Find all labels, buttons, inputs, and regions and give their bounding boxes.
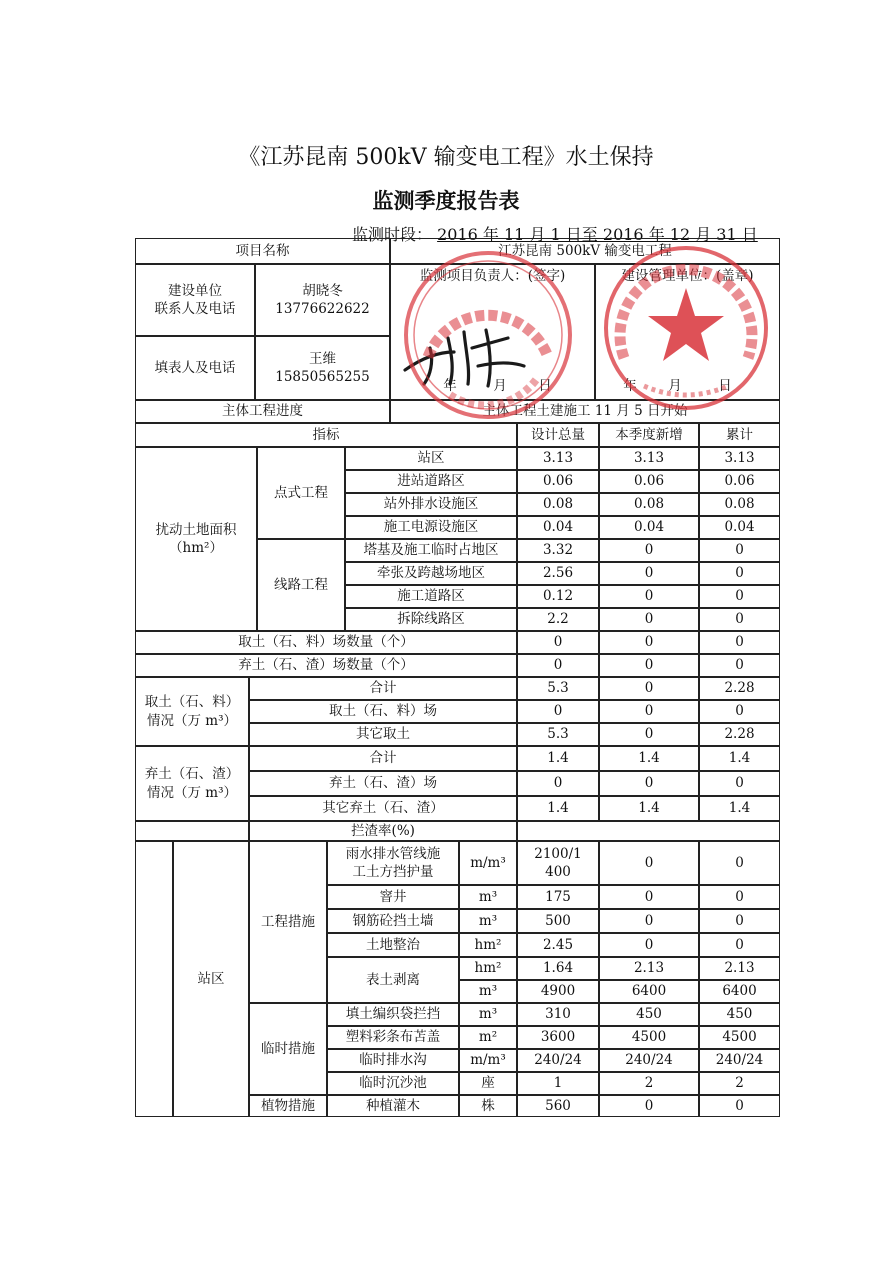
measure-row-unit: m/m³: [459, 1049, 517, 1072]
measure-row-name: 塑料彩条布苫盖: [327, 1026, 459, 1049]
measures-blank: [135, 841, 173, 1117]
count-row-name: 弃土（石、渣）场数量（个）: [135, 654, 517, 677]
measure-row-quarter: 450: [599, 1003, 699, 1026]
borrow-row-total: 2.28: [699, 723, 780, 746]
measure-row-quarter: 0: [599, 885, 699, 909]
disturb-row-quarter: 0: [599, 585, 699, 608]
measure-row-total: 2.13: [699, 957, 780, 980]
spoil-row-quarter: 0: [599, 771, 699, 796]
count-row-quarter: 0: [599, 631, 699, 654]
company-seal-left: [398, 245, 578, 425]
disturb-row-total: 0.04: [699, 516, 780, 539]
measure-row-quarter: 0: [599, 841, 699, 885]
disturb-row-total: 0.06: [699, 470, 780, 493]
measure-row-design: 3600: [517, 1026, 599, 1049]
measure-row-total: 0: [699, 1095, 780, 1117]
measure-row-name: 土地整治: [327, 933, 459, 957]
quarter-new-header: 本季度新增: [599, 423, 699, 447]
measure-row-name: 临时排水沟: [327, 1049, 459, 1072]
builder-label: [135, 264, 255, 336]
disturb-row-name: 拆除线路区: [345, 608, 517, 631]
spoil-row-design: 0: [517, 771, 599, 796]
borrow-row-total: 0: [699, 700, 780, 723]
borrow-label-line1: 取土（石、料）: [144, 694, 240, 711]
spoil-row-design: 1.4: [517, 796, 599, 821]
disturb-row-total: 0: [699, 562, 780, 585]
spoil-row-name: 其它弃土（石、渣）: [249, 796, 517, 821]
date-day-right: 日: [718, 377, 732, 394]
date-month-left: 月: [493, 377, 507, 394]
spoil-label-line1: 弃土（石、渣）: [144, 766, 240, 783]
disturb-row-quarter: 0.04: [599, 516, 699, 539]
measure-row-unit: hm²: [459, 933, 517, 957]
date-day-left: 日: [538, 377, 552, 394]
borrow-row-quarter: 0: [599, 677, 699, 700]
measure-row-unit: m³: [459, 1003, 517, 1026]
borrow-label: [135, 677, 249, 746]
borrow-label-line2: 情况（万 m³）: [146, 712, 237, 729]
spoil-label-line2: 情况（万 m³）: [146, 784, 237, 801]
temporary-measures-label: 临时措施: [249, 1003, 327, 1095]
count-row-quarter: 0: [599, 654, 699, 677]
borrow-row-design: 0: [517, 700, 599, 723]
disturb-row-quarter: 3.13: [599, 447, 699, 470]
measure-row-name: 钢筋砼挡土墙: [327, 909, 459, 933]
report-title-line1: 《江苏昆南 500kV 输变电工程》水土保持: [238, 145, 654, 170]
disturb-row-name: 塔基及施工临时占地区: [345, 539, 517, 562]
measure-row-design: 500: [517, 909, 599, 933]
retention-blank: [135, 821, 249, 841]
spoil-row-quarter: 1.4: [599, 796, 699, 821]
borrow-row-total: 2.28: [699, 677, 780, 700]
line-project-label: 线路工程: [257, 539, 345, 631]
disturb-row-name: 牵张及跨越场地区: [345, 562, 517, 585]
progress-value: 主体工程土建施工 11 月 5 日开始: [390, 400, 780, 423]
measure-row-total: 0: [699, 885, 780, 909]
disturb-row-total: 3.13: [699, 447, 780, 470]
period-label: 监测时段：: [352, 225, 433, 244]
measure-row-unit: m/m³: [459, 841, 517, 885]
measure-row-total: 0: [699, 933, 780, 957]
borrow-row-name: 合计: [249, 677, 517, 700]
measure-row-name: 填土编织袋拦挡: [327, 1003, 459, 1026]
borrow-row-design: 5.3: [517, 723, 599, 746]
date-month-right: 月: [668, 377, 682, 394]
spoil-row-total: 0: [699, 771, 780, 796]
monitor-head-label: 监测项目负责人：(签字): [419, 268, 566, 284]
progress-label: 主体工程进度: [135, 400, 390, 423]
measure-row-quarter: 0: [599, 909, 699, 933]
disturb-row-quarter: 0.06: [599, 470, 699, 493]
measure-row-total: 450: [699, 1003, 780, 1026]
measure-row-quarter: 2: [599, 1072, 699, 1095]
plant-measures-label: 植物措施: [249, 1095, 327, 1117]
disturb-row-name: 施工道路区: [345, 585, 517, 608]
design-total-header: 设计总量: [517, 423, 599, 447]
count-row-total: 0: [699, 631, 780, 654]
retention-rate-label: 拦渣率(%): [249, 821, 517, 841]
borrow-row-quarter: 0: [599, 700, 699, 723]
point-project-label: 点式工程: [257, 447, 345, 539]
disturb-row-design: 0.06: [517, 470, 599, 493]
count-row-design: 0: [517, 654, 599, 677]
borrow-row-quarter: 0: [599, 723, 699, 746]
disturb-row-design: 2.56: [517, 562, 599, 585]
borrow-row-design: 5.3: [517, 677, 599, 700]
measure-row-design: 2.45: [517, 933, 599, 957]
measure-row-unit: 株: [459, 1095, 517, 1117]
spoil-row-total: 1.4: [699, 746, 780, 771]
measure-row-quarter: 0: [599, 1095, 699, 1117]
measure-row-name: 临时沉沙池: [327, 1072, 459, 1095]
disturb-row-quarter: 0: [599, 539, 699, 562]
count-row-design: 0: [517, 631, 599, 654]
measure-row-total: 6400: [699, 980, 780, 1003]
cumulative-header: 累计: [699, 423, 780, 447]
measure-row-quarter: 4500: [599, 1026, 699, 1049]
measure-row-design: 240/24: [517, 1049, 599, 1072]
period-value: 2016 年 11 月 1 日至 2016 年 12 月 31 日: [437, 225, 758, 244]
measure-row-design: 1: [517, 1072, 599, 1095]
disturb-row-total: 0: [699, 585, 780, 608]
borrow-row-name: 取土（石、料）场: [249, 700, 517, 723]
measure-row-design: 1.64: [517, 957, 599, 980]
company-seal-right: [598, 240, 774, 416]
filler-label: 填表人及电话: [135, 336, 255, 400]
disturb-row-total: 0: [699, 608, 780, 631]
project-name-value: 江苏昆南 500kV 输变电工程: [390, 238, 780, 264]
disturb-row-name: 站外排水设施区: [345, 493, 517, 516]
measure-row-name: 表土剥离: [327, 957, 459, 1003]
disturb-row-name: 进站道路区: [345, 470, 517, 493]
filler-phone: 15850565255: [275, 369, 370, 385]
measure-row-design: 310: [517, 1003, 599, 1026]
measure-row-name: 窨井: [327, 885, 459, 909]
date-year-left: 年: [443, 377, 457, 394]
disturb-row-quarter: 0.08: [599, 493, 699, 516]
measure-row-design: 560: [517, 1095, 599, 1117]
engineering-measures-label: 工程措施: [249, 841, 327, 1003]
measure-row-design: 175: [517, 885, 599, 909]
measure-row-total: 0: [699, 841, 780, 885]
measure-row-total: 2: [699, 1072, 780, 1095]
spoil-row-name: 弃土（石、渣）场: [249, 771, 517, 796]
count-row-name: 取土（石、料）场数量（个）: [135, 631, 517, 654]
measure-row-unit: m³: [459, 909, 517, 933]
disturb-row-design: 2.2: [517, 608, 599, 631]
filler-name: 王维: [308, 350, 336, 367]
measure-row-quarter: 240/24: [599, 1049, 699, 1072]
measure-row-unit: 座: [459, 1072, 517, 1095]
measure-row-quarter: 6400: [599, 980, 699, 1003]
disturb-row-total: 0.08: [699, 493, 780, 516]
borrow-row-name: 其它取土: [249, 723, 517, 746]
filler-contact: [255, 336, 390, 400]
disturb-row-design: 0.08: [517, 493, 599, 516]
measure-row-design: 2100/1400: [517, 841, 599, 885]
measure-row-unit: hm²: [459, 957, 517, 980]
spoil-row-design: 1.4: [517, 746, 599, 771]
report-title-line2: 监测季度报告表: [372, 188, 520, 213]
measure-row-quarter: 0: [599, 933, 699, 957]
spoil-row-total: 1.4: [699, 796, 780, 821]
measure-row-name: 雨水排水管线施工土方挡护量: [327, 841, 459, 885]
measure-row-total: 240/24: [699, 1049, 780, 1072]
project-name-label: 项目名称: [135, 238, 390, 264]
measure-row-quarter: 2.13: [599, 957, 699, 980]
disturb-row-design: 0.04: [517, 516, 599, 539]
builder-label-line2: 联系人及电话: [154, 301, 236, 317]
indicator-header: 指标: [135, 423, 517, 447]
spoil-label: [135, 746, 249, 821]
measure-row-design: 4900: [517, 980, 599, 1003]
builder-contact: [255, 264, 390, 336]
disturb-row-total: 0: [699, 539, 780, 562]
measure-row-total: 4500: [699, 1026, 780, 1049]
builder-contact-name: 胡晓冬: [302, 282, 343, 299]
disturb-row-design: 0.12: [517, 585, 599, 608]
disturb-row-name: 施工电源设施区: [345, 516, 517, 539]
count-row-total: 0: [699, 654, 780, 677]
disturb-row-design: 3.13: [517, 447, 599, 470]
builder-label-line1: 建设单位: [168, 282, 222, 299]
measures-area-label: 站区: [173, 841, 249, 1117]
measure-row-unit: m³: [459, 885, 517, 909]
measure-row-unit: m²: [459, 1026, 517, 1049]
measure-row-unit: m³: [459, 980, 517, 1003]
measure-row-total: 0: [699, 909, 780, 933]
measure-row-name: 种植灌木: [327, 1095, 459, 1117]
disturb-row-design: 3.32: [517, 539, 599, 562]
disturb-row-name: 站区: [345, 447, 517, 470]
disturb-row-quarter: 0: [599, 608, 699, 631]
spoil-row-quarter: 1.4: [599, 746, 699, 771]
disturb-label-line2: （hm²）: [169, 540, 223, 556]
disturb-label: [135, 447, 257, 631]
disturb-label-line1: 扰动土地面积: [155, 521, 237, 538]
builder-contact-phone: 13776622622: [275, 301, 370, 317]
retention-rate-value: [517, 821, 780, 841]
spoil-row-name: 合计: [249, 746, 517, 771]
mgmt-label: 建设管理单位：(盖章): [621, 268, 754, 284]
date-year-right: 年: [623, 377, 637, 394]
disturb-row-quarter: 0: [599, 562, 699, 585]
